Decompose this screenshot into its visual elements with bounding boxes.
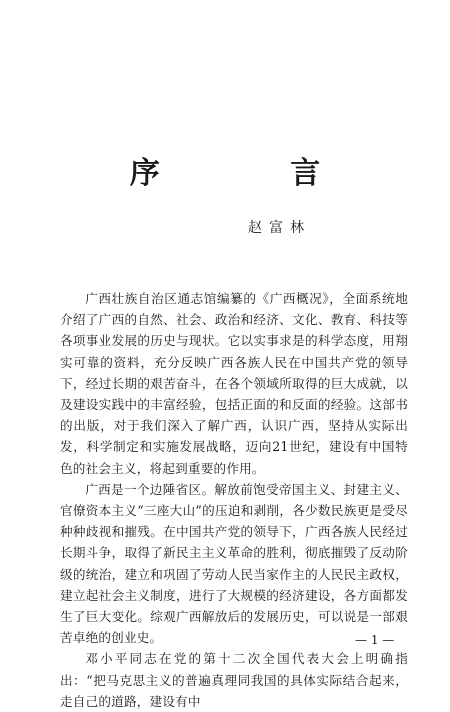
paragraph: 广西壮族自治区通志馆编纂的《广西概况》，全面系统地介绍了广西的自然、社会、政治和经济、文化、教育、科技等各项事业发展的历史与现状。它以实事求是的科学态度，用翔实可靠的资料，充分反映广西各族人民在中国共产党的领导下，经过长期的艰苦奋斗，在各个领域所取得的巨大成就，以及建设实践中的丰富经验，包括正面的和反面的经验。这部书的出版，对于我们深入了解广西，认识广西，坚持从实际出发，科学制定和实施发展战略，迈向21世纪，建设有中国特色的社会主义，将起到重要的作用。 [60, 291, 408, 476]
body-text [60, 288, 408, 712]
author-name: 赵富林 [248, 220, 311, 236]
page-title: 序 言 [129, 156, 381, 191]
paragraph: 广西是一个边陲省区。解放前饱受帝国主义、封建主义、官僚资本主义“三座大山”的压迫和剥削，各少数民族更是受尽种种歧视和摧残。在中国共产党的领导下，广西各族人民经过长期斗争，取得了新民主主义革命的胜利，彻底摧毁了反动阶级的统治，建立和巩固了劳动人民当家作主的人民民主政权，建立起社会主义制度，进行了大规模的经济建设，各方面都发生了巨大变化。综观广西解放后的发展历史，可以说是一部艰苦卓绝的创业史。 [60, 481, 408, 646]
page-number: — 1 — [355, 633, 395, 647]
paragraph: 邓小平同志在党的第十二次全国代表大会上明确指出：“把马克思主义的普遍真理同我国的具体实际结合起来，走自己的道路，建设有中 [60, 651, 408, 709]
